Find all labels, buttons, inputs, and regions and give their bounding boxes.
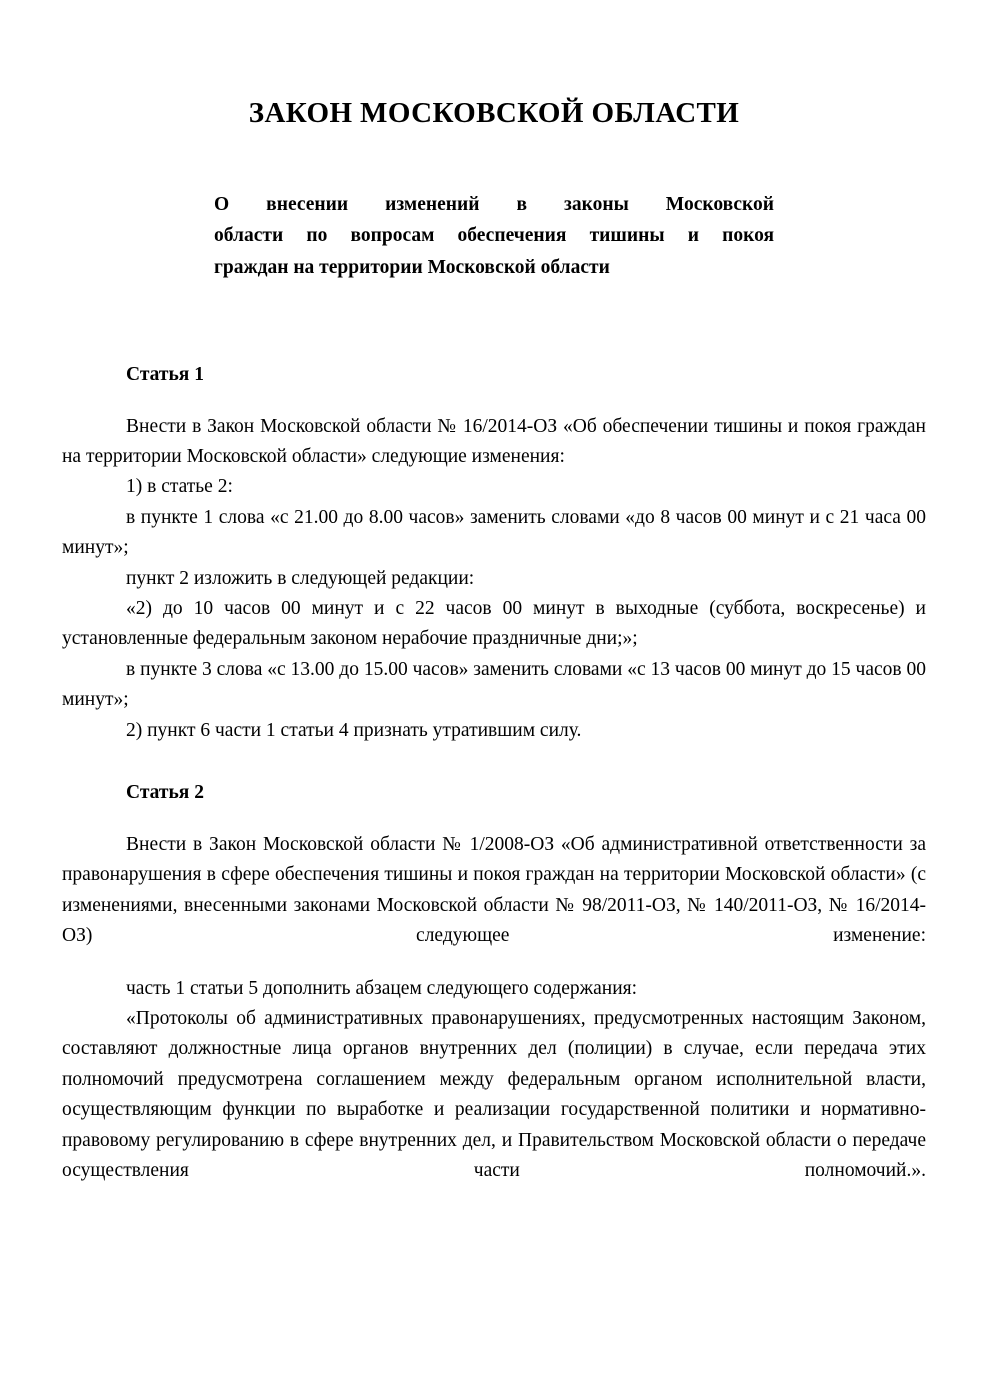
article-1-paragraph-7: 2) пункт 6 части 1 статьи 4 признать утратившим силу. xyxy=(126,719,582,741)
article-1-paragraph-1: Внести в Закон Московской области № 16/2014-ОЗ «Об обеспечении тишины и покоя граждан на территории Московской области» следующие изменения: xyxy=(62,415,926,467)
subtitle-line-3: граждан на территории Московской области xyxy=(214,256,610,278)
article-2-paragraph-3: «Протоколы об административных правонарушениях, предусмотренных настоящим Законом, составляют должностные лица органов внутренних дел (полиции) в случае, если передача этих полномочий предусмотрена соглашением между федеральным органом исполнительной власти, осуществляющим функции по выработке и реализации государственной политики и нормативно-правовому регулированию в сфере внутренних дел, и Правительством Московской области о передаче осуществления части полномочий.». xyxy=(62,1008,926,1182)
page-title: ЗАКОН МОСКОВСКОЙ ОБЛАСТИ xyxy=(248,97,740,129)
article-2-paragraph-2: часть 1 статьи 5 дополнить абзацем следующего содержания: xyxy=(126,977,638,999)
article-1-paragraph-6: в пункте 3 слова «с 13.00 до 15.00 часов» заменить словами «с 13 часов 00 минут до 15 часов 00 минут»; xyxy=(62,658,926,711)
subtitle-line-1: О внесении изменений в законы Московской xyxy=(214,193,774,215)
subtitle-line-2: области по вопросам обеспечения тишины и покоя xyxy=(214,225,774,247)
document-subtitle xyxy=(214,189,774,284)
article-1-paragraph-5: «2) до 10 часов 00 минут и с 22 часов 00 минут в выходные (суббота, воскресенье) и установленные федеральным законом нерабочие праздничные дни;»; xyxy=(62,597,926,650)
article-1-paragraph-4: пункт 2 изложить в следующей редакции: xyxy=(126,567,475,589)
article-1-paragraph-2: 1) в статье 2: xyxy=(126,476,233,498)
article-heading-1: Статья 1 xyxy=(126,363,204,385)
article-2-paragraph-1: Внести в Закон Московской области № 1/2008-ОЗ «Об административной ответственности за правонарушения в сфере обеспечения тишины и покоя граждан на территории Московской области» (с изменениями, внесенными законами Московской области № 98/2011-ОЗ, № 140/2011-ОЗ, № 16/2014-ОЗ) следующее изменение: xyxy=(62,834,926,947)
article-heading-2: Статья 2 xyxy=(126,782,204,803)
article-1-paragraph-3: в пункте 1 слова «с 21.00 до 8.00 часов» заменить словами «до 8 часов 00 минут и с 21 часа 00 минут»; xyxy=(62,506,926,559)
